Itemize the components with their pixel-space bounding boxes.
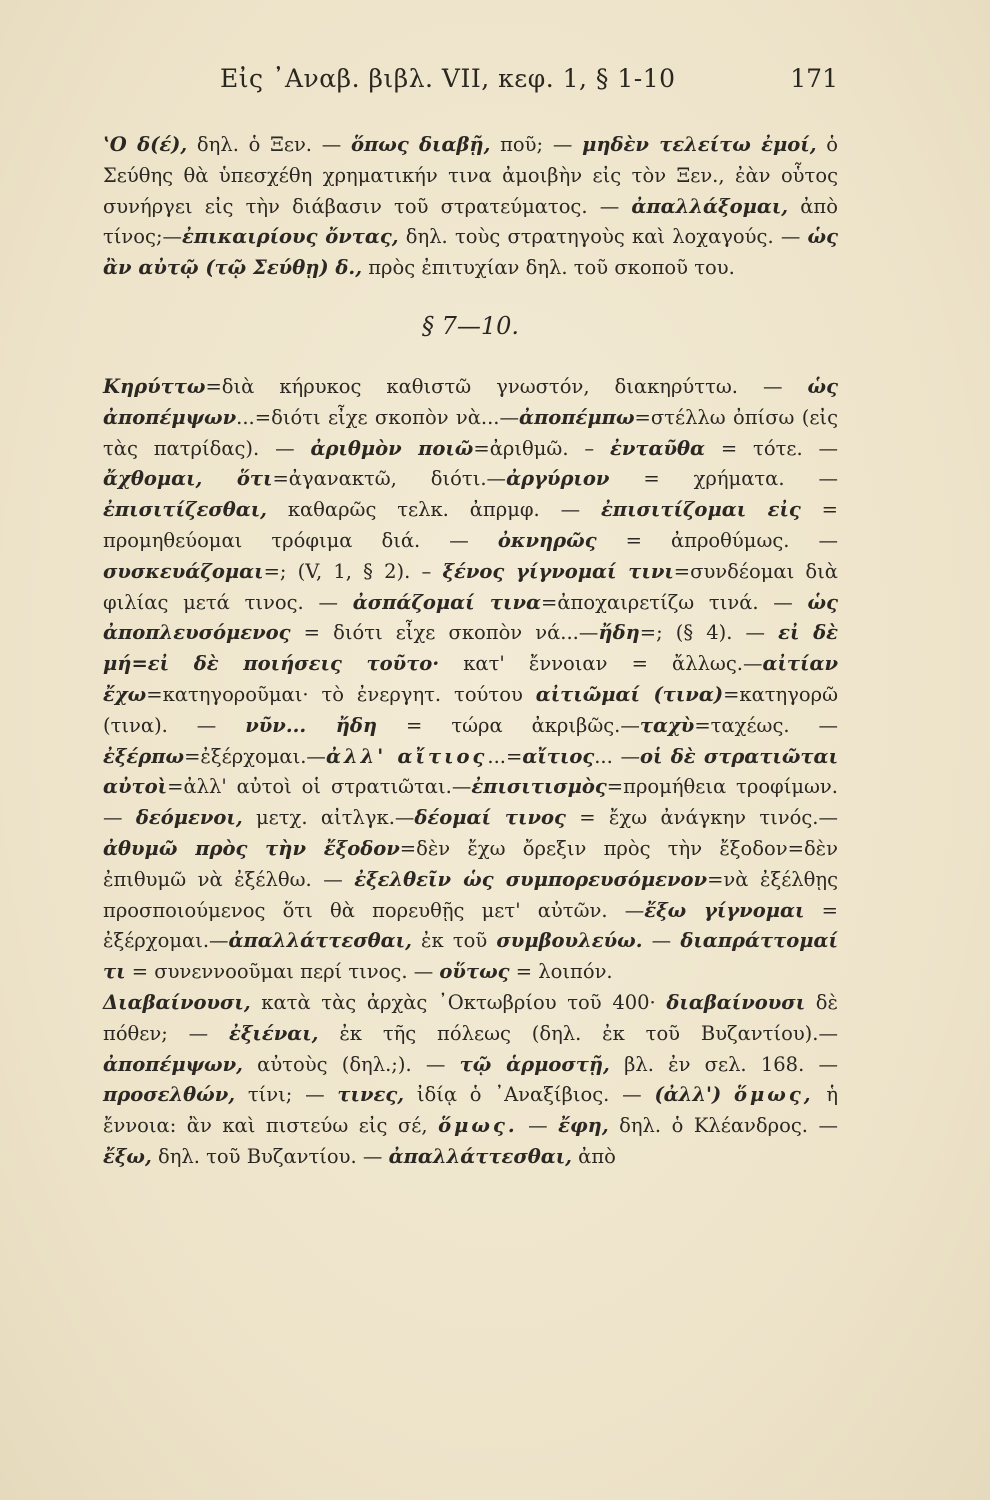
gloss-text: δηλ. τοὺς στρατηγοὺς καὶ λοχαγούς. — <box>398 225 808 249</box>
running-title: Εἰς ᾿Αναβ. βιβλ. VII, κεφ. 1, § 1-10 <box>220 64 676 93</box>
lemma-term: εἰ δὲ μή=εἰ δὲ ποιήσεις τοῦτο· <box>103 621 838 676</box>
gloss-text: =; (§ 4). — <box>639 621 779 645</box>
gloss-text: =ἀποχαιρετίζω τινά. — <box>541 590 808 614</box>
gloss-text: = ἐξέρχομαι.— <box>103 898 838 953</box>
gloss-text: ἀπὸ <box>571 1144 616 1168</box>
gloss-text: ...=διότι εἶχε σκοπὸν νὰ...— <box>236 405 519 429</box>
gloss-text: ἡ ἔννοια: ἂν καὶ πιστεύω εἰς σέ, <box>103 1083 839 1138</box>
lemma-term: ἐξελθεῖν ὡς συμπορευσόμενον <box>354 867 708 891</box>
lemma-term: ἐπισιτίζεσθαι, <box>103 498 267 522</box>
lemma-term: ἀθυμῶ πρὸς τὴν ἔξοδον <box>103 836 400 860</box>
lemma-term: τινες, <box>337 1083 405 1107</box>
lemma-term: ἀποπέμπω <box>519 405 635 429</box>
lemma-term: ἀσπάζομαί τινα <box>352 590 542 614</box>
lemma-term: ἔξω, <box>103 1144 152 1168</box>
gloss-text: δηλ. ὁ Ξεν. — <box>187 133 351 156</box>
gloss-text: =κατηγοροῦμαι· τὸ ἐνεργητ. τούτου <box>146 682 536 706</box>
page-header <box>108 60 838 100</box>
lemma-term: ταχὺ <box>639 713 695 737</box>
lemma-term: προσελθών, <box>103 1083 236 1107</box>
lemma-term: ἀριθμὸν ποιῶ <box>310 436 474 460</box>
gloss-text: = τότε. — <box>705 436 839 460</box>
lemma-term: διαπράττομαί τι <box>103 929 838 984</box>
gloss-text: = χρήματα. — <box>609 467 838 491</box>
lemma-term: ἐπισιτίζομαι εἰς <box>600 498 801 522</box>
gloss-text: = τώρα ἀκριβῶς.— <box>377 713 640 737</box>
commentary-paragraph-1 <box>103 130 838 284</box>
gloss-text: κατὰ τὰς ἀρχὰς ᾿Οκτωβρίου τοῦ 400· <box>250 990 667 1014</box>
gloss-text: ἀπὸ τίνος;— <box>103 194 838 249</box>
gloss-text: δηλ. τοῦ Βυζαντίου. — <box>151 1144 389 1168</box>
lemma-term: ξένος γίγνομαί τινι <box>442 559 674 583</box>
lemma-term: ἀπαλλάττεσθαι, <box>388 1144 572 1168</box>
lemma-term: αἰτιῶμαί (τινα) <box>535 682 724 706</box>
lemma-term: ʽΟ δ(έ), <box>103 133 188 156</box>
lemma-term: οὕτως <box>439 960 510 984</box>
gloss-text: — <box>642 929 681 953</box>
lemma-term: τῷ ἁρμοστῇ, <box>459 1052 610 1076</box>
gloss-text: πρὸς ἐπιτυχίαν δηλ. τοῦ σκοποῦ του. <box>362 256 735 280</box>
lemma-term: ἐπικαιρίους ὄντας, <box>182 225 399 249</box>
gloss-text: — <box>517 1114 559 1138</box>
gloss-text: βλ. ἐν σελ. 168. — <box>609 1052 838 1076</box>
lemma-term: δεόμενοι, <box>135 806 243 830</box>
lemma-term: νῦν... ἤδη <box>245 713 378 737</box>
lemma-term: ὅμως. <box>438 1114 518 1138</box>
lemma-term: δέομαί τινος <box>414 806 566 830</box>
gloss-text: ... — <box>594 744 641 768</box>
lemma-term: μηδὲν τελείτω ἐμοί, <box>582 133 817 156</box>
commentary-paragraph-3 <box>103 988 838 1173</box>
lemma-term: Διαβαίνουσι, <box>103 990 251 1014</box>
gloss-text: =ἀριθμῶ. – <box>473 436 610 460</box>
gloss-text: =ταχέως. — <box>694 713 838 737</box>
gloss-text: ἐκ τῆς πόλεως (δηλ. ἐκ τοῦ Βυζαντίου).— <box>318 1021 838 1045</box>
lemma-term: ἐξέρπω <box>103 744 185 768</box>
lemma-term: ἐπισιτισμὸς <box>471 775 607 799</box>
gloss-text: ὁ Σεύθης θὰ ὑπεσχέθη χρηματικήν τινα ἀμοιβὴν εἰς τὸν Ξεν., ἐὰν οὗτος συνήργει εἰς τὴν διάβασιν τοῦ στρατεύματος. — <box>103 133 839 218</box>
lemma-term: οἱ δὲ στρατιῶται αὐτοὶ <box>103 744 838 799</box>
gloss-text: = προμηθεύομαι τρόφιμα διά. — <box>103 498 838 552</box>
gloss-text: =; (V, 1, § 2). – <box>263 559 443 583</box>
lemma-term: ὡς ἀποπέμψων <box>103 374 838 429</box>
gloss-text: =διὰ κήρυκος καθιστῶ γνωστόν, διακηρύττω. — <box>205 374 808 398</box>
lemma-term: συσκευάζομαι <box>103 559 264 583</box>
lemma-term: ἀποπέμψων, <box>103 1052 243 1076</box>
gloss-text: δηλ. ὁ Κλέανδρος. — <box>608 1114 838 1138</box>
gloss-text: =συνδέομαι διὰ φιλίας μετά τινος. — <box>103 559 838 614</box>
lemma-term: ἀπαλλάξομαι, <box>631 194 789 218</box>
gloss-text: = συνεννοοῦμαι περί τινος. — <box>125 960 440 984</box>
lemma-term: αἰτίαν ἔχω <box>103 652 839 706</box>
lemma-term: (ἀλλ') <box>654 1083 722 1107</box>
gloss-text: μετχ. αἰτλγκ.— <box>242 806 415 830</box>
lemma-term: ἀργύριον <box>506 467 610 491</box>
gloss-text: = διότι εἶχε σκοπὸν νά...— <box>290 621 599 645</box>
lemma-term: ὅμως, <box>734 1083 814 1107</box>
gloss-text: ...= <box>487 744 523 768</box>
gloss-text: =κατηγορῶ (τινα). — <box>103 682 838 737</box>
lemma-term: ὡς ἀποπλευσόμενος <box>103 590 838 645</box>
gloss-text: αὐτοὺς (δηλ.;). — <box>242 1052 460 1076</box>
lemma-term: ἄχθομαι, ὅτι <box>103 467 273 491</box>
gloss-text: τίνι; — <box>235 1083 338 1107</box>
gloss-text <box>721 1083 734 1106</box>
lemma-term: ἀλλ' αἴτιος <box>325 744 488 768</box>
lemma-term: αἴτιος <box>522 744 595 768</box>
lemma-term: ἔξω γίγνομαι <box>644 898 805 922</box>
gloss-text: =δὲν ἔχω ὄρεξιν πρὸς τὴν ἔξοδον=δὲν ἐπιθυμῶ νὰ ἐξέλθω. — <box>103 836 839 891</box>
gloss-text: = λοιπόν. <box>509 960 613 984</box>
page-number: 171 <box>790 64 838 93</box>
gloss-text: ἰδίᾳ ὁ ᾿Αναξίβιος. — <box>404 1083 655 1107</box>
lemma-term: διαβαίνουσι <box>666 990 806 1014</box>
lemma-term: ὅπως διαβῇ, <box>350 133 491 156</box>
lemma-term: συμβουλεύω. <box>496 929 643 953</box>
lemma-term: ἐνταῦθα <box>609 436 706 460</box>
gloss-text: ἐκ τοῦ <box>411 929 497 953</box>
gloss-text: = ἔχω ἀνάγκην τινός.— <box>565 806 839 830</box>
gloss-text: = ἀπροθύμως. — <box>596 528 838 552</box>
lemma-term: ἤδη <box>598 621 640 645</box>
gloss-text: =ἀλλ' αὐτοὶ οἱ στρατιῶται.— <box>167 775 472 799</box>
gloss-text: καθαρῶς τελκ. ἀπρμφ. — <box>266 498 601 522</box>
lemma-term: ἔφη, <box>558 1114 609 1138</box>
gloss-text: δὲ πόθεν; — <box>103 990 838 1045</box>
gloss-text: ποῦ; — <box>490 133 583 156</box>
gloss-text: =στέλλω ὀπίσω (εἰς τὰς πατρίδας). — <box>103 405 838 460</box>
lemma-term: ὡς ἂν αὐτῷ (τῷ Σεύθῃ) δ., <box>103 225 838 280</box>
gloss-text: =προμήθεια τροφίμων. — <box>103 775 838 830</box>
section-heading: § 7—10. <box>421 311 520 340</box>
gloss-text: =ἐξέρχομαι.— <box>184 744 326 768</box>
lemma-term: ἐξιέναι, <box>229 1021 319 1045</box>
lemma-term: ὀκνηρῶς <box>497 528 597 552</box>
gloss-text: =ἀγανακτῶ, διότι.— <box>272 467 507 491</box>
lemma-term: ἀπαλλάττεσθαι, <box>228 929 412 953</box>
gloss-text: κατ' ἔννοιαν = ἄλλως.— <box>439 652 763 676</box>
lemma-term: Κηρύττω <box>103 374 206 398</box>
commentary-paragraph-2 <box>103 372 838 988</box>
gloss-text: =νὰ ἐξέλθῃς προσποιούμενος ὅτι θὰ πορευθῇς μετ' αὐτῶν. — <box>103 867 838 922</box>
commentary-body <box>103 130 838 1430</box>
